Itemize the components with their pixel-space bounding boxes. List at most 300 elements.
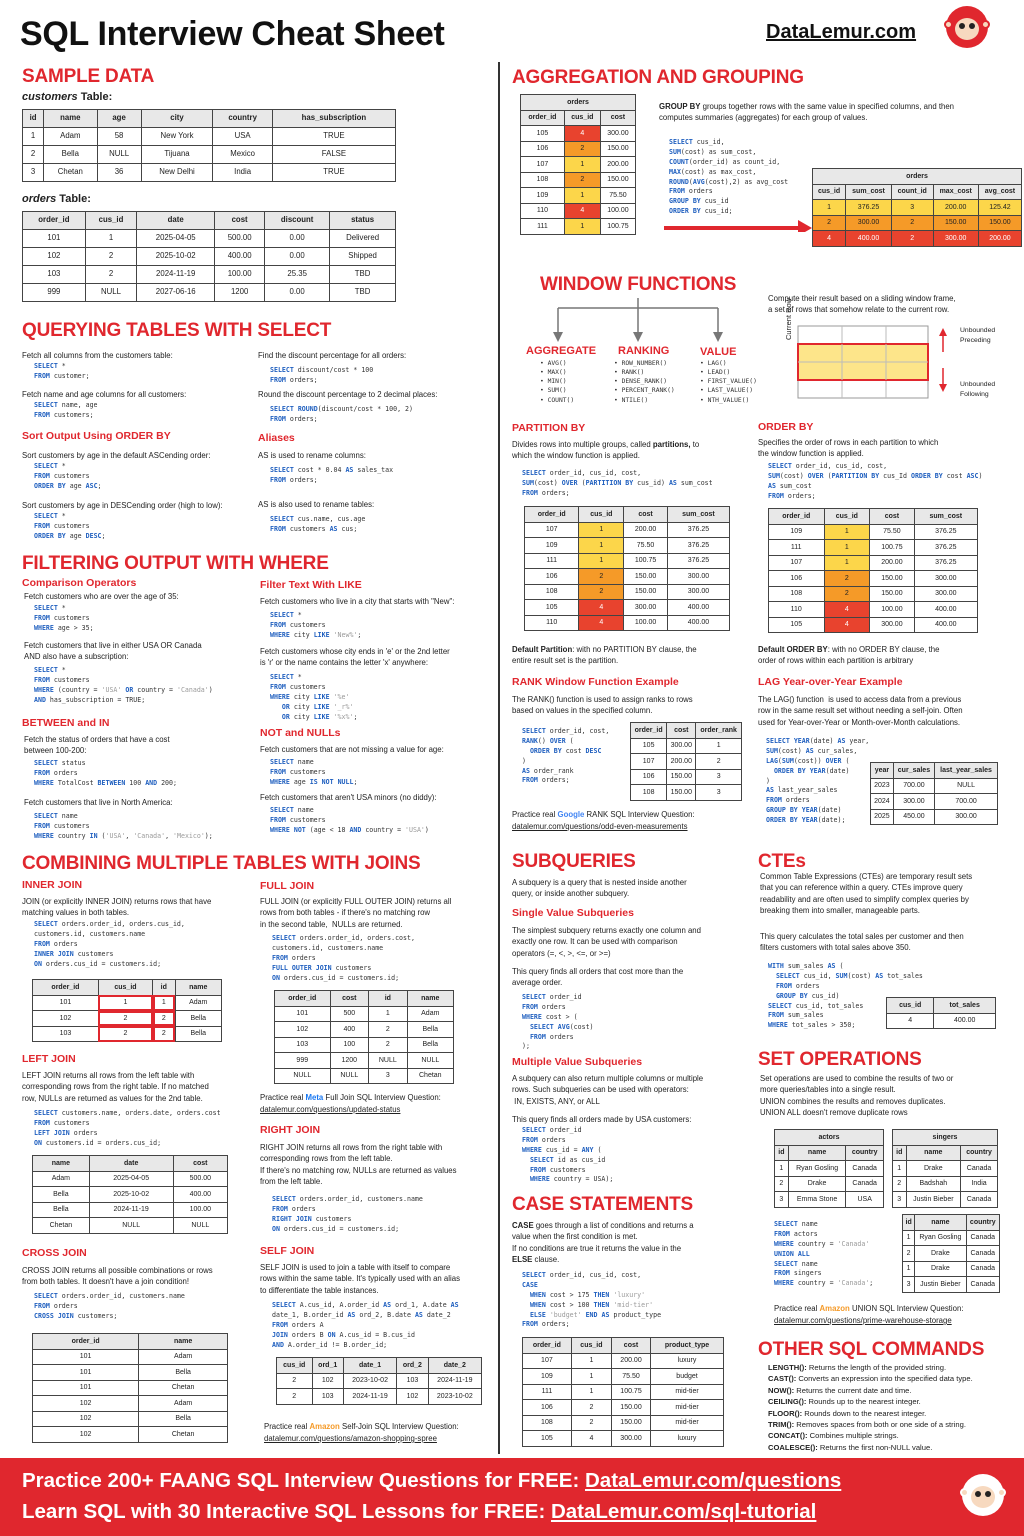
section-subqueries: SUBQUERIES: [512, 851, 636, 872]
table-cell: 200.00: [933, 200, 978, 216]
table-cell: 1: [903, 1261, 915, 1277]
sub-not-nulls: NOT and NULLs: [260, 727, 341, 739]
table-header: year: [871, 763, 894, 779]
table-cell: 101: [33, 1380, 139, 1396]
table-cell: 103: [33, 1026, 99, 1042]
current-row-label: Current Row: [784, 297, 793, 340]
where-text-8: Fetch customers that aren't USA minors (no diddy):: [260, 793, 437, 802]
section-sample-data: SAMPLE DATA: [22, 66, 155, 87]
table-cell: 2: [891, 215, 933, 231]
table-cell: 1: [571, 1384, 611, 1400]
table-row: [813, 231, 1022, 247]
table-cell: 2025-04-05: [89, 1171, 173, 1187]
table-cell: NULL: [407, 1053, 453, 1069]
table-row: [525, 538, 730, 554]
table-cell: 2024-11-19: [89, 1202, 173, 1218]
table-row: [23, 248, 396, 266]
table-cell: New Delhi: [141, 164, 213, 182]
table-cell: USA: [846, 1192, 884, 1208]
table-header: country: [966, 1215, 999, 1231]
table-row: [523, 1431, 724, 1447]
section-aggregation: AGGREGATION AND GROUPING: [512, 67, 804, 88]
table-cell: 106: [523, 1400, 572, 1416]
table-cell: FALSE: [272, 146, 395, 164]
table-cell: 3: [696, 785, 742, 801]
table-row: [521, 126, 636, 142]
select-text-1: Fetch all columns from the customers table:: [22, 351, 173, 360]
table-header: sum_cost: [667, 507, 729, 523]
rank-code: SELECT order_id, cost, RANK() OVER ( ORDER BY cost DESC ) AS order_rank FROM orders;: [522, 727, 610, 785]
select-text-5: Find the discount percentage for all orders:: [258, 351, 407, 360]
table-cell: 100.75: [624, 553, 668, 569]
table-cell: 100.00: [173, 1202, 227, 1218]
select-code-6: SELECT ROUND(discount/cost * 100, 2) FROM orders;: [270, 405, 413, 423]
table-cell: 3: [903, 1277, 915, 1293]
select-code-5: SELECT discount/cost * 100 FROM orders;: [270, 366, 374, 384]
select-code-3: SELECT * FROM customers ORDER BY age ASC;: [34, 462, 102, 490]
table-cell: 106: [631, 769, 667, 785]
table-cell: 3: [775, 1192, 789, 1208]
table-cell: 2024: [871, 794, 894, 810]
table-cell: 102: [33, 1396, 139, 1412]
order-note: Default ORDER BY: with no ORDER BY clause, the order of rows within each partition is arbitrary: [758, 645, 940, 666]
sub-order-by: Sort Output Using ORDER BY: [22, 430, 171, 442]
table-header: age: [97, 110, 141, 128]
table-cell: 1: [579, 538, 624, 554]
table-header: product_type: [651, 1338, 724, 1354]
where-code-8: SELECT name FROM customers WHERE NOT (age < 18 AND country = 'USA'): [270, 806, 429, 834]
table-cell: 376.25: [667, 538, 729, 554]
subq-code-2: SELECT order_id FROM orders WHERE cus_id = ANY ( SELECT id as cus_id FROM customers WHERE country = USA);: [522, 1126, 614, 1184]
footer-questions-link[interactable]: DataLemur.com/questions: [584, 1469, 842, 1492]
cte-code: WITH sum_sales AS ( SELECT cus_id, SUM(cost) AS tot_sales FROM orders GROUP BY cus_id) SELECT cus_id, tot_sales FROM sum_sales WHERE tot_sales > 350;: [768, 962, 923, 1030]
table-header: id: [893, 1145, 907, 1161]
other-command-item: NOW(): Returns the current date and time.: [768, 1385, 912, 1395]
table-header: has_subscription: [272, 110, 395, 128]
table-cell: Bella: [407, 1037, 453, 1053]
table-header: name: [139, 1334, 228, 1350]
column-divider: [498, 62, 500, 1454]
table-cell: 102: [312, 1373, 343, 1389]
case-code: SELECT order_id, cus_id, cost, CASE WHEN cost > 175 THEN 'luxury' WHEN cost > 100 THEN 'mid-tier' ELSE 'budget' END AS product_type FROM orders;: [522, 1271, 662, 1329]
table-row: [33, 1202, 228, 1218]
table-cell: 2: [893, 1176, 907, 1192]
window-desc: Compute their result based on a sliding window frame, a set of rows that somehow relate to the current row.: [768, 294, 956, 315]
table-cell: 450.00: [893, 809, 934, 825]
sub-cross-join: CROSS JOIN: [22, 1247, 87, 1259]
table-header: id: [903, 1215, 915, 1231]
table-cell: 101: [23, 230, 86, 248]
table-header: cus_id: [813, 184, 846, 200]
table-cell: 101: [33, 1365, 139, 1381]
table-cell: NULL: [89, 1218, 173, 1234]
table-row: [523, 1400, 724, 1416]
table-cell: Bella: [44, 146, 97, 164]
table-cell: Ryan Gosling: [915, 1230, 966, 1246]
where-code-4: SELECT name FROM customers WHERE country IN ('USA', 'Canada', 'Mexico');: [34, 812, 213, 840]
table-row: [23, 230, 396, 248]
table-cell: 376.25: [914, 524, 977, 540]
table-cell: 500.00: [215, 230, 265, 248]
self-join-link[interactable]: datalemur.com/questions/amazon-shopping-spree: [264, 1434, 437, 1443]
table-cell: Justin Bieber: [906, 1192, 961, 1208]
table-header: cost: [330, 991, 369, 1007]
table-header: cus_id: [564, 110, 600, 126]
table-cell: 102: [33, 1427, 139, 1443]
table-header: date_2: [428, 1358, 481, 1374]
table-cell: Canada: [961, 1192, 998, 1208]
self-join-table: [276, 1357, 482, 1405]
table-row: [769, 555, 978, 571]
footer-tutorial-link[interactable]: DataLemur.com/sql-tutorial: [550, 1500, 817, 1523]
table-cell: 200.00: [611, 1353, 650, 1369]
table-cell: 2: [369, 1022, 408, 1038]
table-header: cost: [173, 1156, 227, 1172]
table-row: [521, 157, 636, 173]
other-commands-list: [768, 1362, 973, 1453]
table-header: name: [915, 1215, 966, 1231]
table-cell: 110: [525, 615, 579, 631]
footer-line-1: Practice 200+ FAANG SQL Interview Questions for FREE: DataLemur.com/questions: [22, 1469, 842, 1492]
table-cell: 100.00: [624, 615, 668, 631]
table-cell: New York: [141, 128, 213, 146]
table-header: id: [369, 991, 408, 1007]
table-row: [277, 1373, 482, 1389]
table-cell: 105: [769, 617, 825, 633]
table-cell: 102: [275, 1022, 331, 1038]
where-code-6: SELECT * FROM customers WHERE city LIKE '%e' OR city LIKE '_r%' OR city LIKE '%x%';: [270, 673, 358, 721]
inner-join-text: JOIN (or explicitly INNER JOIN) returns rows that have matching values in both tables.: [22, 897, 212, 918]
table-row: [523, 1384, 724, 1400]
table-header: order_id: [521, 110, 565, 126]
select-code-8: SELECT cus.name, cus.age FROM customers AS cus;: [270, 515, 366, 533]
table-cell: luxury: [651, 1353, 724, 1369]
table-cell: 200.00: [624, 522, 668, 538]
table-row: [525, 615, 730, 631]
table-cell: 101: [275, 1006, 331, 1022]
table-cell: 109: [525, 538, 579, 554]
table-cell: 105: [521, 126, 565, 142]
table-cell: 2: [153, 1026, 175, 1042]
set-text: Set operations are used to combine the results of two or more queries/tables into a single result. UNION combines the results and removes duplicates. UNION ALL doesn't remove duplicate rows: [760, 1074, 954, 1117]
table-cell: 1: [903, 1230, 915, 1246]
cat-ranking: RANKING: [618, 345, 670, 357]
table-cell: 1: [824, 524, 870, 540]
table-header: cus_id: [98, 980, 152, 996]
select-code-2: SELECT name, age FROM customers;: [34, 401, 98, 419]
table-row: [23, 128, 396, 146]
table-cell: Delivered: [330, 230, 396, 248]
table-cell: 2: [277, 1389, 313, 1405]
table-row: [903, 1230, 1000, 1246]
table-row: [813, 200, 1022, 216]
table-row: [521, 203, 636, 219]
table-cell: 4: [579, 600, 624, 616]
table-cell: 2: [564, 141, 600, 157]
table-header: count_id: [891, 184, 933, 200]
left-join-code: SELECT customers.name, orders.date, orders.cost FROM customers LEFT JOIN orders ON customers.id = orders.cus_id;: [34, 1109, 221, 1147]
cross-join-table: [32, 1333, 228, 1443]
table-cell: 200.00: [667, 754, 696, 770]
table-cell: 376.25: [846, 200, 892, 216]
table-cell: 101: [33, 1349, 139, 1365]
table-cell: 25.35: [265, 266, 330, 284]
table-cell: 150.00: [600, 172, 635, 188]
table-header: cost: [667, 723, 696, 739]
table-row: [277, 1389, 482, 1405]
partition-note: Default Partition: with no PARTITION BY clause, the entire result set is the partition.: [512, 645, 697, 666]
section-set-operations: SET OPERATIONS: [758, 1049, 922, 1070]
ranking-list: • ROW_NUMBER() • RANK() • DENSE_RANK() • PERCENT_RANK() • NTILE(): [614, 360, 675, 404]
monkey-logo-icon: [946, 6, 988, 48]
table-row: [525, 522, 730, 538]
table-header: id: [23, 110, 44, 128]
case-text: CASE goes through a list of conditions and returns a value when the first condition is met. If no conditions are true it returns the value in the ELSE clause.: [512, 1221, 694, 1264]
table-cell: 1: [775, 1161, 789, 1177]
table-cell: 400.00: [667, 600, 729, 616]
table-cell: 4: [824, 602, 870, 618]
table-cell: 2024-11-19: [343, 1389, 396, 1405]
cross-join-code: SELECT orders.order_id, customers.name FROM orders CROSS JOIN customers;: [34, 1292, 185, 1320]
table-cell: 111: [525, 553, 579, 569]
table-cell: luxury: [651, 1431, 724, 1447]
table-cell: 2: [579, 584, 624, 600]
table-cell: 106: [525, 569, 579, 585]
table-header: name: [407, 991, 453, 1007]
table-cell: Drake: [906, 1161, 961, 1177]
table-cell: 0.00: [265, 230, 330, 248]
table-cell: 4: [579, 615, 624, 631]
table-cell: mid-tier: [651, 1415, 724, 1431]
subq-text-2: This query finds all orders that cost more than the average order.: [512, 967, 684, 988]
actors-table: [774, 1129, 884, 1208]
table-cell: 300.00: [611, 1431, 650, 1447]
table-cell: 36: [97, 164, 141, 182]
table-row: [33, 1411, 228, 1427]
table-cell: 2023-10-02: [428, 1389, 481, 1405]
table-cell: Chetan: [407, 1068, 453, 1084]
table-cell: 110: [521, 203, 565, 219]
table-header: order_rank: [696, 723, 742, 739]
select-text-2: Fetch name and age columns for all customers:: [22, 390, 187, 399]
table-cell: 400.00: [173, 1187, 227, 1203]
brand-link[interactable]: DataLemur.com: [766, 21, 917, 43]
table-cell: 2: [824, 586, 870, 602]
footer-line-2: Learn SQL with 30 Interactive SQL Lessons for FREE: DataLemur.com/sql-tutorial: [22, 1500, 817, 1523]
table-row: [523, 1369, 724, 1385]
table-cell: Adam: [33, 1171, 90, 1187]
table-row: [903, 1277, 1000, 1293]
table-cell: 111: [769, 540, 825, 556]
table-cell: NULL: [935, 778, 998, 794]
table-cell: 0.00: [265, 284, 330, 302]
full-join-practice: Practice real Meta Full Join SQL Interview Question:: [260, 1093, 441, 1102]
sub-rank-example: RANK Window Function Example: [512, 676, 679, 688]
table-cell: 300.00: [893, 794, 934, 810]
table-cell: 150.00: [870, 586, 914, 602]
customers-table: [22, 109, 396, 182]
rank-link[interactable]: datalemur.com/questions/odd-even-measurements: [512, 822, 688, 831]
table-header: name: [44, 110, 97, 128]
table-cell: 300.00: [914, 571, 977, 587]
partition-code: SELECT order_id, cus_id, cost, SUM(cost) OVER (PARTITION BY cus_id) AS sum_cost FROM orders;: [522, 469, 713, 497]
table-caption: orders: [521, 95, 636, 111]
table-cell: 150.00: [933, 215, 978, 231]
table-header: name: [788, 1145, 846, 1161]
table-header: cost: [215, 212, 265, 230]
table-cell: 107: [521, 157, 565, 173]
table-cell: 300.00: [933, 231, 978, 247]
table-cell: 1: [23, 128, 44, 146]
table-row: [523, 1415, 724, 1431]
table-cell: 1200: [215, 284, 265, 302]
window-tree-icon: [548, 298, 728, 346]
table-row: [33, 1349, 228, 1365]
table-row: [525, 569, 730, 585]
other-command-item: TRIM(): Removes spaces from both or one side of a string.: [768, 1419, 966, 1429]
table-cell: mid-tier: [651, 1384, 724, 1400]
table-cell: Canada: [846, 1176, 884, 1192]
table-cell: 103: [397, 1373, 428, 1389]
table-cell: 102: [33, 1411, 139, 1427]
right-join-text: RIGHT JOIN returns all rows from the right table with corresponding rows from the left table. If there's no matching row, NULLs are returned as values from the left table.: [260, 1143, 457, 1186]
table-row: [521, 172, 636, 188]
table-header: country: [961, 1145, 998, 1161]
table-cell: 100: [330, 1037, 369, 1053]
table-row: [33, 1396, 228, 1412]
rank-text: The RANK() function is used to assign ranks to rows based on values in the specified column.: [512, 695, 693, 716]
table-row: [275, 1022, 454, 1038]
table-cell: 2: [564, 172, 600, 188]
table-cell: 4: [564, 126, 600, 142]
sub-single-value: Single Value Subqueries: [512, 907, 634, 919]
section-joins: COMBINING MULTIPLE TABLES WITH JOINS: [22, 853, 421, 874]
table-cell: 2025: [871, 809, 894, 825]
table-cell: 100.75: [600, 219, 635, 235]
footer-monkey-logo-icon: [962, 1474, 1004, 1516]
select-code-1: SELECT * FROM customer;: [34, 362, 90, 380]
table-cell: 2025-10-02: [89, 1187, 173, 1203]
table-header: id: [775, 1145, 789, 1161]
table-cell: Tijuana: [141, 146, 213, 164]
section-other: OTHER SQL COMMANDS: [758, 1339, 985, 1360]
cte-text-2: This query calculates the total sales per customer and then filters customers with total sales above 350.: [760, 932, 964, 953]
unbounded-following-label: Unbounded Following: [960, 381, 996, 398]
table-cell: 2: [85, 266, 137, 284]
table-row: [769, 571, 978, 587]
table-cell: 1: [571, 1369, 611, 1385]
full-join-link[interactable]: datalemur.com/questions/updated-status: [260, 1105, 401, 1114]
table-row: [275, 1037, 454, 1053]
table-cell: 2: [579, 569, 624, 585]
table-cell: 4: [824, 617, 870, 633]
other-command-item: CAST(): Converts an expression into the specified data type.: [768, 1374, 973, 1384]
set-code: SELECT name FROM actors WHERE country = 'Canada' UNION ALL SELECT name FROM singers WHERE country = 'Canada';: [774, 1220, 874, 1288]
table-cell: Drake: [788, 1176, 846, 1192]
table-cell: 2: [85, 248, 137, 266]
table-cell: 376.25: [914, 555, 977, 571]
table-cell: Drake: [915, 1246, 966, 1262]
table-cell: 150.00: [667, 785, 696, 801]
table-row: [775, 1192, 884, 1208]
table-cell: 2: [277, 1373, 313, 1389]
table-cell: Canada: [961, 1161, 998, 1177]
table-row: [871, 778, 998, 794]
table-cell: Adam: [407, 1006, 453, 1022]
lag-text: The LAG() function is used to access data from a previous row in the same result set without needing a self-join. Often used for Year-over-Year or Month-over-Month calculations.: [758, 695, 963, 727]
table-row: [33, 1218, 228, 1234]
table-cell: 58: [97, 128, 141, 146]
table-row: [769, 617, 978, 633]
table-cell: 1: [564, 188, 600, 204]
table-cell: Shipped: [330, 248, 396, 266]
select-text-8: AS is also used to rename tables:: [258, 500, 375, 509]
sub-order-by-window: ORDER BY: [758, 421, 814, 433]
table-cell: 300.00: [667, 584, 729, 600]
table-row: [23, 164, 396, 182]
table-cell: NULL: [330, 1068, 369, 1084]
table-header: cost: [870, 509, 914, 525]
table-cell: 102: [33, 1011, 99, 1027]
sub-comparison: Comparison Operators: [22, 577, 137, 589]
set-practice: Practice real Amazon UNION SQL Interview Question:: [774, 1304, 964, 1313]
table-cell: Adam: [139, 1349, 228, 1365]
table-cell: 110: [769, 602, 825, 618]
table-row: [33, 995, 222, 1011]
rank-table: [630, 722, 742, 801]
table-row: [33, 1365, 228, 1381]
table-cell: 109: [521, 188, 565, 204]
table-cell: 1: [579, 553, 624, 569]
sub-lag-example: LAG Year-over-Year Example: [758, 676, 903, 688]
table-header: discount: [265, 212, 330, 230]
table-cell: Bella: [407, 1022, 453, 1038]
table-row: [33, 1427, 228, 1443]
table-row: [903, 1261, 1000, 1277]
table-cell: 150.00: [611, 1400, 650, 1416]
table-cell: 300.00: [935, 809, 998, 825]
table-row: [525, 600, 730, 616]
section-where: FILTERING OUTPUT WITH WHERE: [22, 553, 329, 574]
cte-text-1: Common Table Expressions (CTEs) are temporary result sets that you can reference within a query. CTEs improve query readability and are often used to simplify complex queries by breaking them into smaller, manageable parts.: [760, 872, 973, 915]
section-select: QUERYING TABLES WITH SELECT: [22, 320, 332, 341]
table-cell: USA: [213, 128, 272, 146]
table-cell: 376.25: [914, 540, 977, 556]
table-row: [33, 1011, 222, 1027]
full-join-table: [274, 990, 454, 1084]
other-command-item: COALESCE(): Returns the first non-NULL value.: [768, 1442, 933, 1452]
where-code-1: SELECT * FROM customers WHERE age > 35;: [34, 604, 94, 632]
where-text-7: Fetch customers that are not missing a value for age:: [260, 745, 444, 754]
sub-left-join: LEFT JOIN: [22, 1053, 76, 1065]
table-cell: Canada: [966, 1277, 999, 1293]
table-cell: 1: [564, 219, 600, 235]
table-cell: 2024-11-19: [137, 266, 215, 284]
table-cell: Bella: [139, 1365, 228, 1381]
where-text-2: Fetch customers that live in either USA OR Canada AND also have a subscription:: [24, 641, 202, 662]
table-cell: TBD: [330, 284, 396, 302]
table-row: [33, 1380, 228, 1396]
table-cell: 109: [523, 1369, 572, 1385]
table-caption: orders: [813, 169, 1022, 185]
table-cell: 2: [775, 1176, 789, 1192]
table-row: [33, 1171, 228, 1187]
table-cell: 400.00: [215, 248, 265, 266]
table-cell: 300.00: [667, 738, 696, 754]
table-cell: 4: [571, 1431, 611, 1447]
table-cell: Justin Bieber: [915, 1277, 966, 1293]
set-link[interactable]: datalemur.com/questions/prime-warehouse-storage: [774, 1316, 952, 1325]
